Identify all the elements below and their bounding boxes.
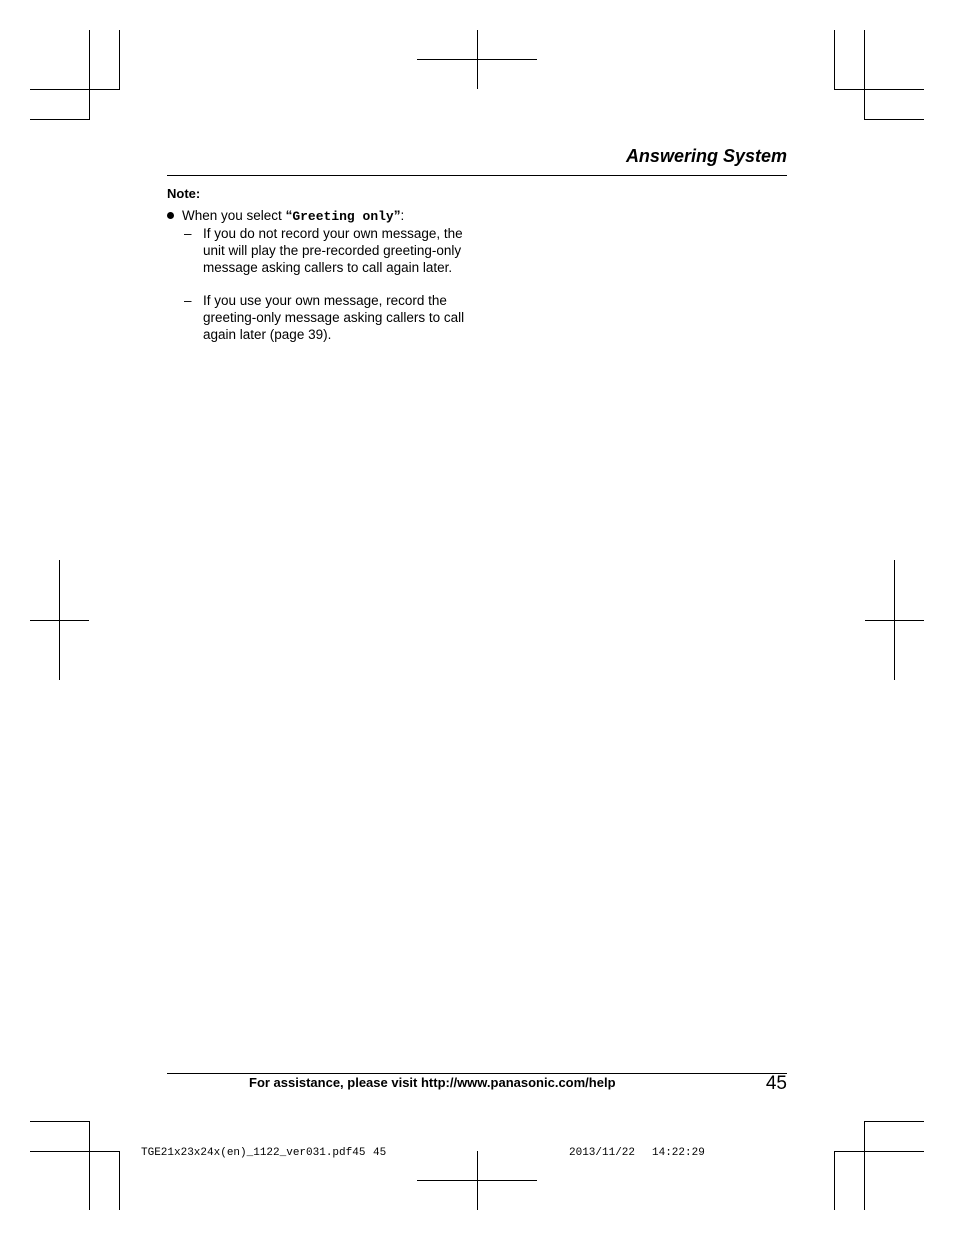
sub-item-text: If you do not record your own message, the unit will play the pre-recorded greeting-only message asking callers to call again later.: [203, 226, 463, 275]
print-page: 45: [373, 1147, 387, 1159]
crop-mark: [89, 30, 90, 119]
menu-term: Greeting only: [292, 209, 394, 224]
note-sub-item: [184, 293, 474, 345]
assistance-text: For assistance, please visit http://www.panasonic.com/help: [249, 1075, 616, 1090]
crop-mark: [834, 1151, 835, 1210]
note-bullet: [167, 208, 404, 224]
crop-mark: [417, 59, 537, 60]
quote-open: “: [285, 208, 293, 223]
header-divider: [167, 175, 787, 176]
crop-mark: [864, 1121, 865, 1210]
footer-divider: [167, 1073, 787, 1074]
crop-mark: [30, 119, 90, 120]
note-sub-item: [184, 226, 474, 294]
crop-mark: [30, 1151, 120, 1152]
crop-mark: [30, 620, 89, 621]
dash-marker: –: [184, 226, 192, 241]
crop-mark: [864, 1121, 924, 1122]
section-title: Answering System: [625, 146, 787, 166]
bullet-prefix: When you select: [182, 208, 286, 223]
print-date: 2013/11/22: [569, 1147, 636, 1159]
crop-mark: [865, 620, 924, 621]
crop-mark: [864, 30, 865, 119]
bullet-icon: [167, 212, 174, 219]
crop-mark: [864, 119, 924, 120]
print-time: 14:22:29: [652, 1147, 705, 1159]
crop-mark: [834, 89, 924, 90]
crop-mark: [834, 30, 835, 90]
sub-item-text: If you use your own message, record the greeting-only message asking callers to call again later (page 39).: [203, 293, 465, 342]
crop-mark: [834, 1151, 924, 1152]
page-number: 45: [765, 1073, 787, 1094]
crop-mark: [119, 1151, 120, 1210]
crop-mark: [417, 1180, 537, 1181]
note-label: Note:: [167, 186, 201, 201]
print-file-name: TGE21x23x24x(en)_1122_ver031.pdf45: [141, 1147, 366, 1159]
crop-mark: [119, 30, 120, 90]
quote-close: ”: [393, 208, 401, 223]
crop-mark: [89, 1121, 90, 1210]
bullet-suffix: :: [400, 208, 405, 223]
dash-marker: –: [184, 293, 192, 308]
crop-mark: [30, 1121, 90, 1122]
crop-mark: [30, 89, 120, 90]
